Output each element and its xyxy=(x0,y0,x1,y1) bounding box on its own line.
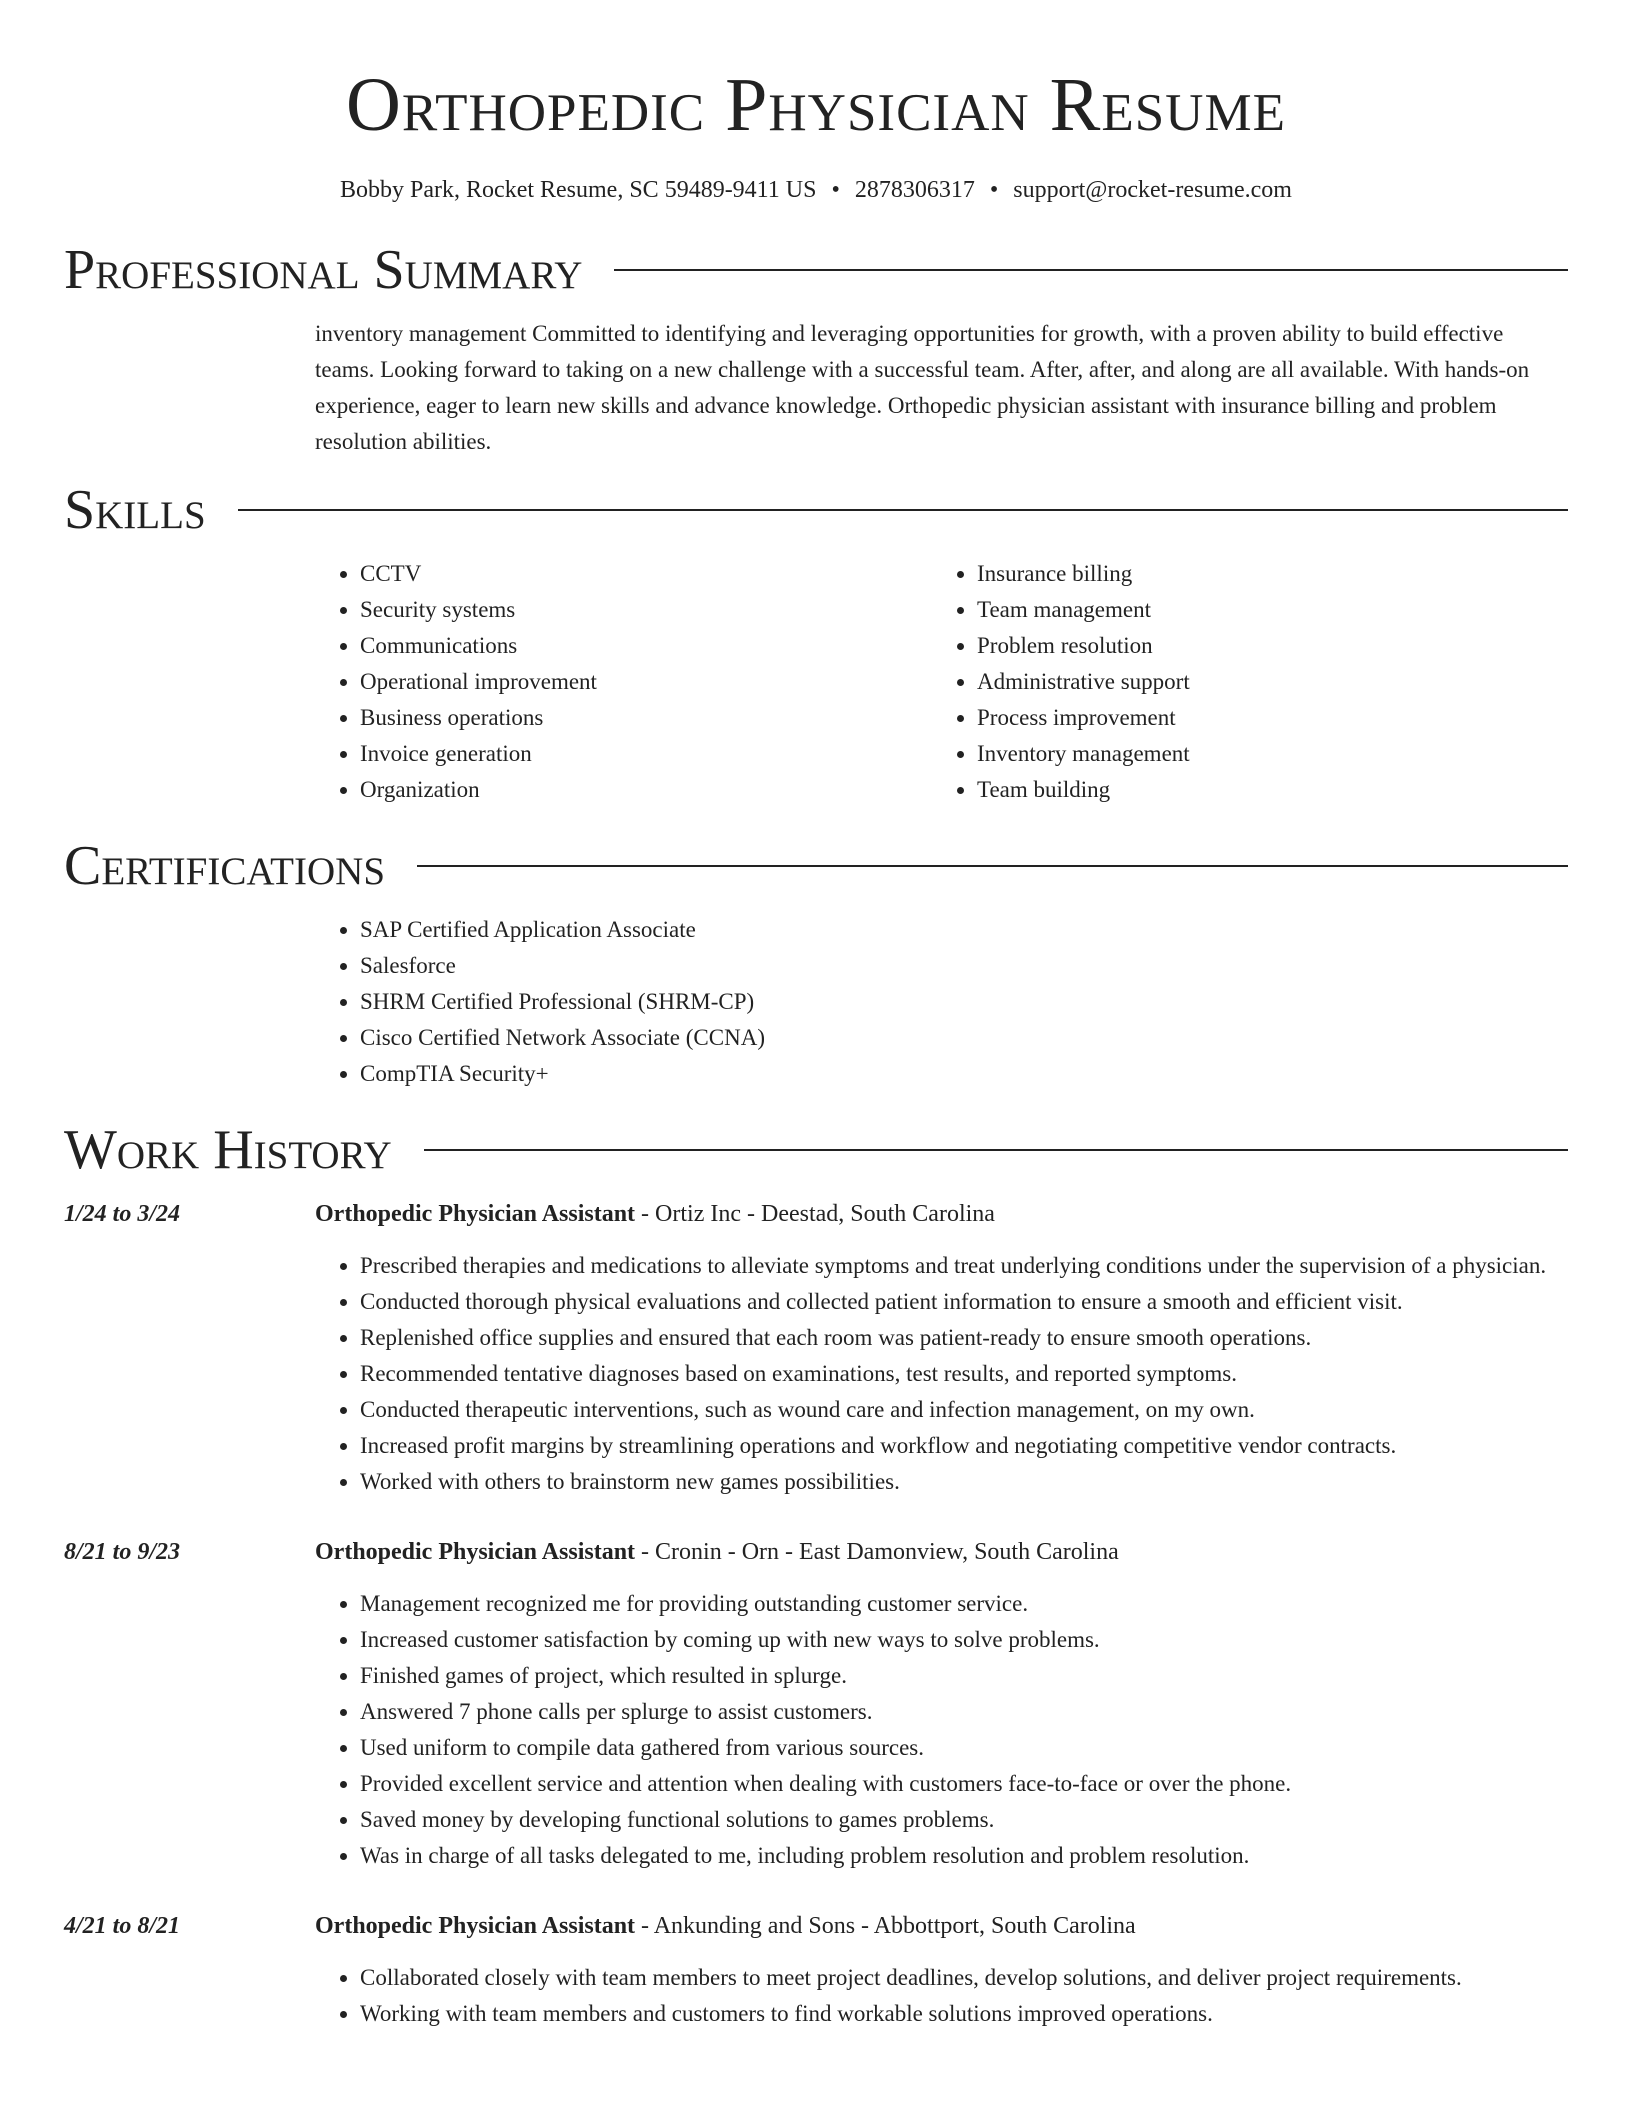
skill-item: • Inventory management xyxy=(977,736,1549,772)
summary-text: inventory management Committed to identifying and leveraging opportunities for growth, with a proven ability to build effective teams. Looking forward to taking on a new challenge with a successful team. After, after, and along are all available. With hands-on experience, eager to learn new skills and advance knowledge. Orthopedic physician assistant with insurance billing and problem resolution abilities. xyxy=(315,321,1530,454)
skill-item: • CCTV xyxy=(360,556,932,592)
contact-phone: 2878306317 xyxy=(854,177,975,203)
job-heading xyxy=(315,1534,1568,1570)
job-company-location: - Cronin - Orn - East Damonview, South Carolina xyxy=(635,1539,1119,1565)
certifications-section-header xyxy=(64,836,1568,896)
job-company-location: - Ankunding and Sons - Abbottport, South Carolina xyxy=(635,1913,1136,1939)
job-bullet: • Increased customer satisfaction by coming up with new ways to solve problems. xyxy=(360,1622,1568,1658)
bullet-separator: • xyxy=(989,177,999,203)
resume-title: Orthopedic Physician Resume xyxy=(346,63,1286,147)
skills-grid xyxy=(315,556,1568,808)
certification-item: • CompTIA Security+ xyxy=(360,1056,1568,1092)
skill-item: • Organization xyxy=(360,772,932,808)
skills-column-left xyxy=(315,556,932,808)
contact-address: Bobby Park, Rocket Resume, SC 59489-9411 US xyxy=(340,177,817,203)
work-history-heading: Work History xyxy=(64,1119,392,1181)
certifications-heading: Certifications xyxy=(64,835,386,897)
skills-list-left xyxy=(315,556,932,808)
skill-item: • Business operations xyxy=(360,700,932,736)
skill-item: • Problem resolution xyxy=(977,628,1549,664)
bullet-separator: • xyxy=(831,177,840,203)
section-divider xyxy=(238,509,1568,511)
skill-item: • Insurance billing xyxy=(977,556,1549,592)
job-heading xyxy=(315,1196,1568,1232)
job-heading xyxy=(315,1908,1568,1944)
section-divider xyxy=(424,1149,1568,1151)
contact-line xyxy=(64,174,1568,206)
certification-item: • SAP Certified Application Associate xyxy=(360,912,1568,948)
job-bullet: • Management recognized me for providing outstanding customer service. xyxy=(360,1586,1568,1622)
job-bullet: • Answered 7 phone calls per splurge to assist customers. xyxy=(360,1694,1568,1730)
job-bullets xyxy=(315,1960,1568,2032)
job-bullets xyxy=(315,1248,1568,1500)
job-dates: 1/24 to 3/24 xyxy=(64,1201,181,1227)
job-title: Orthopedic Physician Assistant xyxy=(315,1913,636,1939)
certifications-content xyxy=(315,912,1568,1092)
contact-email: support@rocket-resume.com xyxy=(1013,177,1292,203)
section-divider xyxy=(417,865,1568,867)
job-dates: 8/21 to 9/23 xyxy=(64,1539,181,1565)
job-dates: 4/21 to 8/21 xyxy=(64,1913,181,1939)
summary-heading: Professional Summary xyxy=(64,239,583,301)
skills-column-right xyxy=(932,556,1549,808)
skill-item: • Team management xyxy=(977,592,1549,628)
job-bullet: • Working with team members and customers to find workable solutions improved operations. xyxy=(360,1996,1568,2032)
job-bullet: • Prescribed therapies and medications to alleviate symptoms and treat underlying conditions under the supervision of a physician. xyxy=(360,1248,1568,1284)
job-bullet: • Was in charge of all tasks delegated to me, including problem resolution and problem resolution. xyxy=(360,1838,1568,1874)
job-bullet: • Recommended tentative diagnoses based on examinations, test results, and reported symptoms. xyxy=(360,1356,1568,1392)
work-history-section-header xyxy=(64,1120,1568,1180)
skill-item: • Team building xyxy=(977,772,1549,808)
job-bullet: • Conducted thorough physical evaluations and collected patient information to ensure a smooth and efficient visit. xyxy=(360,1284,1568,1320)
skill-item: • Process improvement xyxy=(977,700,1549,736)
job-bullet: • Conducted therapeutic interventions, such as wound care and infection management, on my own. xyxy=(360,1392,1568,1428)
job-bullet: • Provided excellent service and attention when dealing with customers face-to-face or over the phone. xyxy=(360,1766,1568,1802)
certifications-list xyxy=(315,912,1568,1092)
certification-item: • Cisco Certified Network Associate (CCNA) xyxy=(360,1020,1568,1056)
skills-heading: Skills xyxy=(64,479,206,541)
job-bullet: • Saved money by developing functional solutions to games problems. xyxy=(360,1802,1568,1838)
skill-item: • Administrative support xyxy=(977,664,1549,700)
job-detail xyxy=(315,1908,1568,2032)
job-title: Orthopedic Physician Assistant xyxy=(315,1539,636,1565)
summary-section-header xyxy=(64,240,1568,300)
certification-item: • SHRM Certified Professional (SHRM-CP) xyxy=(360,984,1568,1020)
summary-content xyxy=(315,316,1568,460)
job-detail xyxy=(315,1196,1568,1500)
job-entry xyxy=(64,1534,1568,1874)
skill-item: • Operational improvement xyxy=(360,664,932,700)
job-bullet: • Replenished office supplies and ensured that each room was patient-ready to ensure smooth operations. xyxy=(360,1320,1568,1356)
job-bullet: • Used uniform to compile data gathered from various sources. xyxy=(360,1730,1568,1766)
job-title: Orthopedic Physician Assistant xyxy=(315,1201,636,1227)
job-bullets xyxy=(315,1586,1568,1874)
skills-section-header xyxy=(64,480,1568,540)
job-bullet: • Worked with others to brainstorm new games possibilities. xyxy=(360,1464,1568,1500)
job-bullet: • Collaborated closely with team members to meet project deadlines, develop solutions, and deliver project requirements. xyxy=(360,1960,1568,1996)
skill-item: • Security systems xyxy=(360,592,932,628)
job-detail xyxy=(315,1534,1568,1874)
job-bullet: • Finished games of project, which resulted in splurge. xyxy=(360,1658,1568,1694)
job-entry xyxy=(64,1908,1568,2032)
skill-item: • Communications xyxy=(360,628,932,664)
skills-list-right xyxy=(932,556,1549,808)
skill-item: • Invoice generation xyxy=(360,736,932,772)
job-bullet: • Increased profit margins by streamlining operations and workflow and negotiating competitive vendor contracts. xyxy=(360,1428,1568,1464)
certification-item: • Salesforce xyxy=(360,948,1568,984)
resume-page xyxy=(64,0,1568,2032)
section-divider xyxy=(614,269,1568,271)
job-company-location: - Ortiz Inc - Deestad, South Carolina xyxy=(635,1201,995,1227)
job-entry xyxy=(64,1196,1568,1500)
